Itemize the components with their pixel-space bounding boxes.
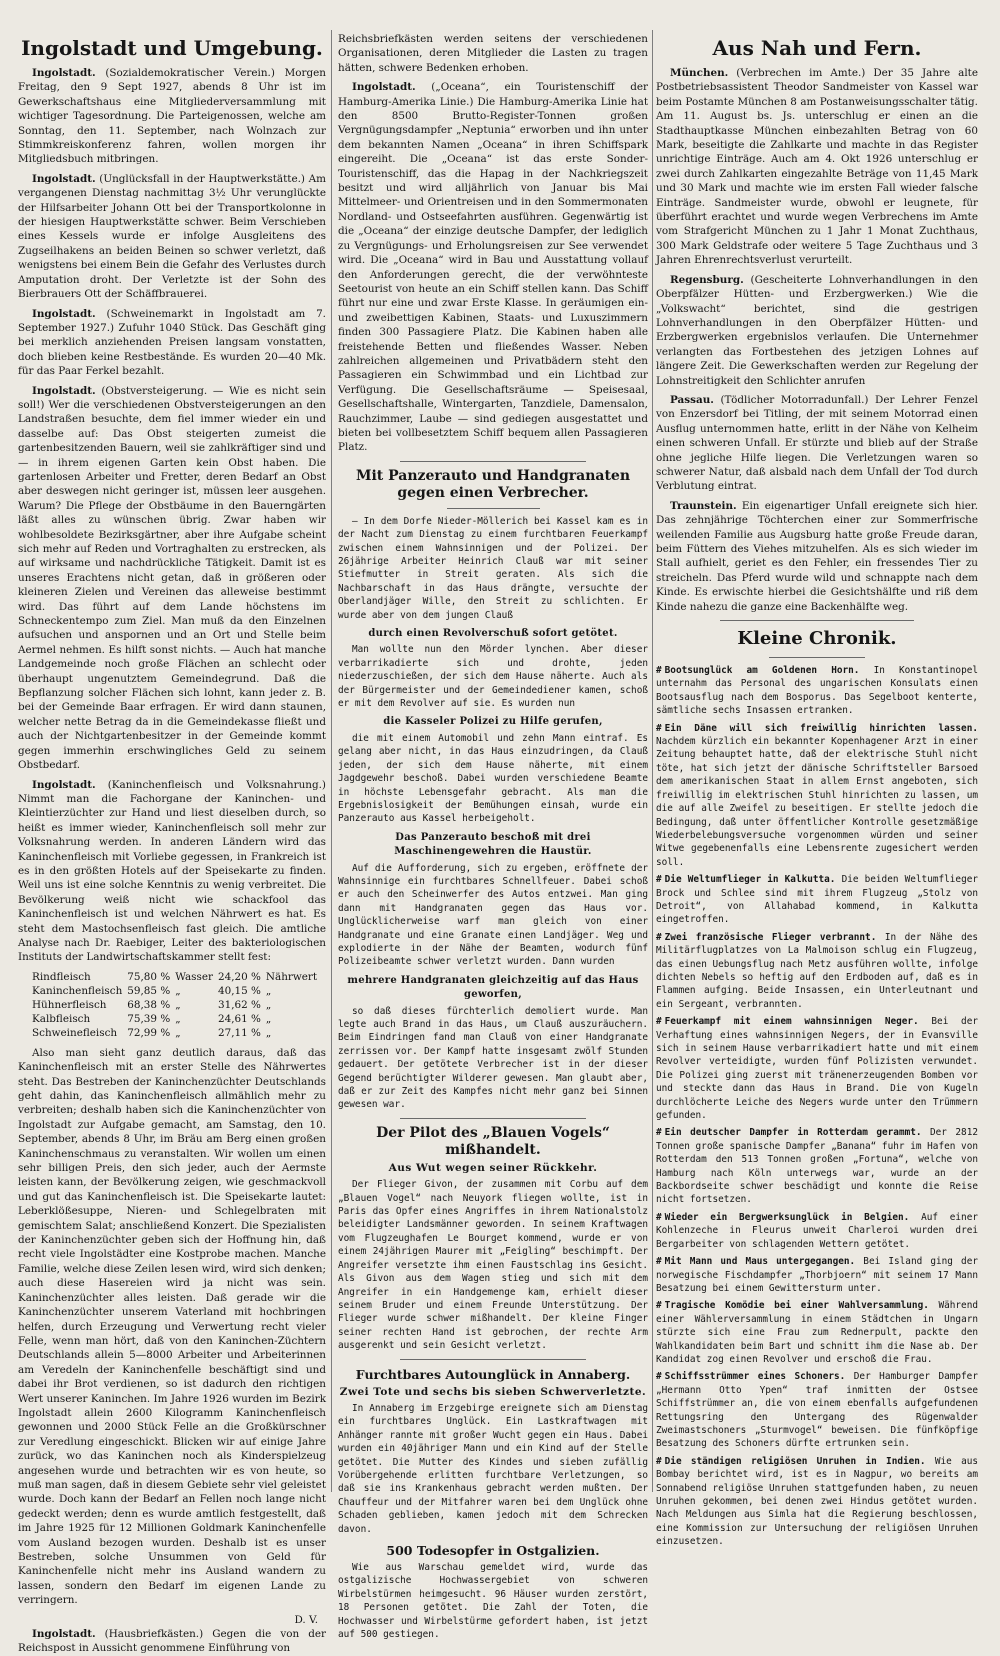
- table-row: [32, 998, 322, 1012]
- article-subheading: Das Panzerauto beschoß mit drei Maschinengewehren die Haustür.: [394, 831, 592, 858]
- hash-mark-icon: #: [656, 722, 662, 734]
- hash-mark-icon: #: [656, 1016, 662, 1028]
- table-row: [32, 1026, 322, 1040]
- chronik-title: Tragische Komödie bei einer Wahlversammlung.: [664, 1300, 929, 1312]
- article-paragraph: so daß dieses fürchterlich demoliert wurde. Man legte auch Brand in das Haus, um Clauß auszuräuchern. Beim Eindringen fand man Clauß von einer Handgranate zerrissen vor. Der Kampf hatte insgesamt zwölf Stunden gedauert. Der getötete Verbrecher ist in der dieser Gegend berüchtigter Wilderer gewesen. Man glaubt aber, daß er zur Zeit des Kampfes nicht mehr ganz bei Sinnen gewesen war.: [338, 1005, 648, 1111]
- table-cell: 24,61 %: [217, 1012, 261, 1025]
- article-paragraph: Wie aus Warschau gemeldet wird, wurde das ostgalizische Hochwassergebiet von schweren Wirbelstürmen heimgesucht. 96 Häuser wurden zerstört, 18 Personen getötet. Die Zahl der Toten, die Hochwasser und Wirbelstürme gefordert haben, ist jetzt auf 500 gestiegen.: [338, 1562, 648, 1641]
- article-headline: Der Pilot des „Blauen Vogels“ mißhandelt.: [376, 1124, 610, 1158]
- hash-mark-icon: #: [656, 1256, 662, 1268]
- article-subheading: Zwei Tote und sechs bis sieben Schwerverletzte.: [339, 1385, 647, 1398]
- article-paragraph: Man wollte nun den Mörder lynchen. Aber dieser verbarrikadierte sich und drohte, jeden niederzuschießen, der sich dem Hause näherte. Auch als der Bürgermeister und der Gemeindediener kamen, schoß er mit dem Revolver auf sie. Es wurden nun: [338, 644, 648, 710]
- chronik-item: [656, 1299, 978, 1366]
- table-row: [32, 984, 322, 998]
- chronik-item: [656, 873, 978, 927]
- table-cell: „: [265, 998, 272, 1011]
- chronik-text: Nachdem kürzlich ein bekannter Kopenhagener Arzt in einer Zeitung behauptet hatte, daß der elektrische Stuhl nicht töte, hat sich jetzt der dänische Schriftsteller Barsoed dem amerikanischen Staat in allem Ernst angeboten, sich freiwillig im elektrischen Stuhl hinrichten zu lassen, um die auf alle Zweifel zu beseitigen. Er stellte jedoch die Bedingung, daß unter öffentlicher Kontrolle gesetzmäßige Wiederbelebungsversuche vorgenommen würden und seiner Witwe gegebenenfalls eine Lebensrente zugesichert werden soll.: [656, 736, 978, 868]
- section-heading-chronik: Kleine Chronik.: [737, 628, 897, 650]
- article-paragraph: Ingolstadt. (Obstversteigerung. — Wie es nicht sein soll!) Wer die verschiedenen Obstversteigerungen an den Landstraßen besuchte, dem fiel immer wieder ein und dasselbe auf: Das Obst steigerten zumeist die gartenbesitzenden Bauern, weil sie zahlkräftiger sind und — in ihrem eigenen Garten kein Obst haben. Die gartenlosen Arbeiter und Fretter, deren Bedarf an Obst aber deswegen nicht geringer ist, müssen leer ausgehen. Warum? Die Pflege der Obstbäume in den Bauerngärten läßt alles zu wünschen übrig. Zwar haben wir wohlbesoldete Bezirksgärtner, aber ihre Aufgabe scheint sich mehr auf Reden und Vortraghalten zu erstrecken, als auf wirksame und nachdrückliche Tätigkeit. Damit ist es unseres Erachtens nicht getan, daß in größeren oder kleineren Zielen und Vereinen das alleweise bestimmt wird. Das führt auf dem Lande höchstens im Schneckentempo zum Ziel. Man muß da den Einzelnen aufsuchen und anspornen und an Ort und Stelle beim Aermel nehmen. Es hilft sonst nichts. — Auch hat manche Landgemeinde noch große Flächen an schlecht oder überhaupt ungenutztem Gemeindegrund. Daß die Bepflanzung solcher Flächen sich lohnt, kann jeder z. B. bei der Gemeinde Baar erfragen. Er wird dann staunen, welcher nette Betrag da in die Gemeindekasse fließt und auch der Nichtgartenbesitzer in der Gemeinde kommt gegen immerhin erschwingliches Geld zu seinem Obstbedarf.: [18, 384, 326, 772]
- chronik-title: Schiffsstrümmer eines Schoners.: [664, 1371, 846, 1383]
- chronik-text: Der 2812 Tonnen große spanische Dampfer „Banana“ fuhr im Hafen von Rotterdam den 513 Tonnen großen „Fortuna“, welche von Hamburg nach Köln unterwegs war, wurde an der Backbordseite schwer beschädigt und konnte die Reise nicht fortsetzen.: [656, 1127, 978, 1206]
- chronik-title: Die ständigen religiösen Unruhen in Indien.: [664, 1455, 926, 1467]
- article-paragraph: Auf die Aufforderung, sich zu ergeben, eröffnete der Wahnsinnige ein furchtbares Schnellfeuer. Dabei schoß er auch den Scheinwerfer des Autos entzwei. Man ging dann mit Handgranaten gegen das Haus vor. Unglücklicherweise warf man gleich von einer Handgranate und eine Granate einen Landjäger. Weg und explodierte in der Nähe der Beamten, wodurch fünf Polizeibeamte schwer verletzt wurden. Dann wurden: [338, 862, 648, 968]
- chronik-item: [656, 1455, 978, 1549]
- article-headline: Mit Panzerauto und Handgranaten gegen einen Verbrecher.: [355, 467, 631, 501]
- divider: [769, 657, 866, 658]
- table-cell: 75,39 %: [127, 1012, 171, 1025]
- table-cell: 31,62 %: [217, 998, 261, 1011]
- table-cell: 75,80 %: [127, 970, 171, 983]
- hash-mark-icon: #: [656, 1371, 662, 1383]
- column-right: [656, 32, 978, 1548]
- chronik-text: Bei der Verhaftung eines wahnsinnigen Negers, der in Evansville sich in seinem Hause verbarrikadiert hatte und mit einem Revolver verteidigte, wurden fünf Polizisten verwundet. Die Polizei ging zuerst mit tränenerzeugenden Bomben vor und steckte dann das Haus in Brand. Die von Kugeln durchlöcherte Leiche des Negers wurde unter den Trümmern gefunden.: [656, 1016, 978, 1122]
- chronik-text: Wie aus Bombay berichtet wird, ist es in Nagpur, wo bereits am Sonnabend religiöse Unruhen stattgefunden haben, zu neuen Unruhen gekommen, bei denen zwei Hindus getötet wurden. Nach Meldungen aus Simla hat die Regierung beschlossen, eine Kommission zur Untersuchung der religiösen Unruhen einzusetzen.: [656, 1455, 978, 1548]
- article-paragraph: Ingolstadt. (Hausbriefkästen.) Gegen die von der Reichspost in Aussicht genommene Einführung von: [18, 1628, 326, 1655]
- table-cell: 24,20 %: [217, 970, 261, 983]
- table-cell: Schweinefleisch: [32, 1026, 118, 1039]
- article-paragraph: Der Flieger Givon, der zusammen mit Corbu auf dem „Blauen Vogel“ nach Neuyork fliegen wollte, ist in Paris das Opfer eines Angriffes in ihrem Nationalstolz beleidigter Landsmänner geworden. In seinem Kraftwagen vom Flugzeughafen Le Bourget kommend, wurde er von einem 24jährigen Maurer mit „Feigling“ beschimpft. Der Angreifer versetzte ihm einen Faustschlag ins Gesicht. Als Givon aus dem Wagen stieg und sich mit dem Angreifer in ein Handgemenge kam, erhielt dieser seinem Bruder und einem Freunde Unterstützung. Der Flieger wurde schwer mißhandelt. Der kleine Finger seiner rechten Hand ist gebrochen, der rechte Arm ausgerenkt und sein Gesicht verletzt.: [338, 1179, 648, 1352]
- article-headline: 500 Todesopfer in Ostgalizien.: [386, 1543, 600, 1558]
- chronik-item: [656, 1015, 978, 1122]
- chronik-text: Während einer Wählerversammlung in einem Städtchen in Ungarn stürzte sich eine Frau zum Rednerpult, packte den Wahlkandidaten beim Bart und schnitt ihm die Nase ab. Der Kandidat zog einen Revolver und erschoß die Frau.: [656, 1300, 978, 1365]
- table-cell: „: [175, 1012, 181, 1025]
- section-heading-ingolstadt: Ingolstadt und Umgebung.: [21, 36, 323, 60]
- article-subheading: durch einen Revolverschuß sofort getötet.: [368, 628, 618, 640]
- hash-mark-icon: #: [656, 874, 662, 886]
- column-middle: [338, 32, 648, 1641]
- nutrition-table: [32, 970, 322, 1040]
- table-row: [32, 970, 322, 984]
- hash-mark-icon: #: [656, 1455, 662, 1467]
- hash-mark-icon: #: [656, 1211, 662, 1223]
- table-cell: 27,11 %: [217, 1026, 261, 1039]
- chronik-title: Bootsunglück am Goldenen Horn.: [664, 665, 860, 677]
- article-paragraph: Ingolstadt. (Kaninchenfleisch und Volksnahrung.) Nimmt man die Fachorgane der Kaninchen- und Kleintierzüchter zur Hand und liest dieselben durch, so heißt es immer wieder, Kaninchenfleisch soll mehr zur Volksnahrung werden. In anderen Ländern wird das Kaninchenfleisch mit Vorliebe gegessen, in Frankreich ist es in den größten Hotels auf der Speisekarte zu finden. Weil uns ist eine solche Kenntnis zu wenig verbreitet. Die Bevölkerung weiß nicht wie schackfool das Kaninchenfleisch ist und welchen Nährwert es hat. Es steht dem Mastochsenfleisch fast gleich. Die amtliche Analyse nach Dr. Raebiger, Leiter des bakteriologischen Instituts der Landwirtschaftskammer stellt fest:: [18, 778, 326, 964]
- table-cell: Kalbfleisch: [32, 1012, 91, 1025]
- chronik-title: Feuerkampf mit einem wahnsinnigen Neger.: [664, 1016, 919, 1028]
- column-left: [18, 32, 326, 1655]
- chronik-item: [656, 931, 978, 1011]
- article-headline: Furchtbares Autounglück in Annaberg.: [355, 1366, 631, 1382]
- chronik-text: In der Nähe des Militärflugplatzes von La Malmoison schlug ein Flugzeug, das einen Uebungsflug nach Metz ausführen wollte, infolge dichten Nebels so heftig auf den Erdboden auf, daß es in Flammen aufging. Beide Insassen, ein Unterleutnant und ein Sergeant, verbrannten.: [656, 931, 978, 1010]
- article-paragraph: Ingolstadt. (Sozialdemokratischer Verein.) Morgen Freitag, den 9 Sept 1927, abends 8 Uhr ist im Gewerkschaftshaus eine Mitgliederversammlung mit wichtiger Tagesordnung. Die Parteigenossen, welche am Sonntag, den 11. September, nach Wolnzach zur Stimmkreiskonferenz fahren, wollen morgen ihr Mitgliedsbuch mitbringen.: [18, 67, 326, 166]
- table-cell: 68,38 %: [127, 998, 171, 1011]
- chronik-title: Ein deutscher Dampfer in Rotterdam gerammt.: [664, 1127, 922, 1139]
- section-heading-nah-fern: Aus Nah und Fern.: [712, 36, 922, 60]
- article-paragraph: Ingolstadt. („Oceana“, ein Touristenschiff der Hamburg-Amerika Linie.) Die Hamburg-Amerika Linie hat den 8500 Brutto-Register-Tonnen großen Vergnügungsdampfer „Neptunia“ erworben und ihn unter dem bekannten Namen „Oceana“ in ihren Schiffspark eingereiht. Die „Oceana“ ist das erste Sonder-Touristenschiff, das die Hapag in der Nachkriegszeit besitzt und wird alljährlich von Januar bis Mai Mittelmeer- und Orientreisen und in den Sommermonaten Nordland- und Ostseefahrten ausführen. Gegenwärtig ist die „Oceana“ der einzige deutsche Dampfer, der lediglich zu Vergnügungs- und Erholungsreisen zur See verwendet wird. Die „Oceana“ wird in Bau und Ausstattung vollauf den Anforderungen gerecht, die der verwöhnteste Seetourist von heute an ein Schiff stellen kann. Das Schiff führt nur eine und zwar Erste Klasse. In geräumigen ein- und zweibettigen Kabinen, Staats- und Luxuszimmern finden 300 Passagiere Platz. Die Kabinen haben alle freistehende Betten und fließendes Wasser. Neben zahlreichen allgemeinen und Privatbädern steht den Passagieren ein Schwimmbad und ein Lichtbad zur Verfügung. Die Gesellschaftsräume — Speisesaal, Gesellschaftshalle, Wintergarten, Tanzdiele, Damensalon, Rauchzimmer, Laube — sind gediegen ausgestattet und bieten bei vollbesetztem Schiff bequem allen Passagieren Platz.: [338, 81, 648, 454]
- article-paragraph: Ingolstadt. (Unglücksfall in der Hauptwerkstätte.) Am vergangenen Dienstag nachmittag 3½ Uhr verunglückte der Hilfsarbeiter Johann Ott bei der Transportkolonne in der hiesigen Hauptwerkstätte schwer. Beim Verschieben eines Kessels wurde er infolge Ausgleitens des Zugseilhakens an beiden Beinen so schwer verletzt, daß wenigstens bei einem Bein die Gefahr des Verlustes durch Amputation droht. Der Verletzte ist der Sohn des Bierbrauers Ott der Schäffbrauerei.: [18, 172, 326, 301]
- chronik-title: Ein Däne will sich freiwillig hinrichten lassen.: [664, 722, 978, 734]
- table-cell: 72,99 %: [127, 1026, 171, 1039]
- chronik-title: Mit Mann und Maus untergegangen.: [664, 1256, 856, 1268]
- article-paragraph: — In dem Dorfe Nieder-Möllerich bei Kassel kam es in der Nacht zum Dienstag zu einem furchtbaren Feuerkampf zwischen einem Wahnsinnigen und der Polizei. Der 26jährige Arbeiter Heinrich Clauß war mit seiner Stiefmutter in Streit geraten. Als sich die Nachbarschaft in das Haus drängte, versuchte der Oberlandjäger Wille, den Streit zu schlichten. Er wurde aber von dem jungen Clauß: [338, 515, 648, 621]
- table-cell: Nährwert: [265, 970, 318, 983]
- article-paragraph: In Annaberg im Erzgebirge ereignete sich am Dienstag ein furchtbares Unglück. Ein Lastkraftwagen mit Anhänger rannte mit großer Wucht gegen ein Haus. Dabei wurden ein 40jähriger Mann und ein Kind auf der Stelle getötet. Die Mutter des Kindes und sieben zufällig Vorübergehende erlitten furchtbare Verletzungen, so daß sie ins Krankenhaus gebracht werden mußten. Der Chauffeur und der Mitfahrer waren bei dem Unglück ohne Schaden geblieben, kamen jedoch mit dem Schrecken davon.: [338, 1402, 648, 1535]
- chronik-title: Zwei französische Flieger verbrannt.: [664, 931, 877, 943]
- table-cell: „: [265, 1026, 272, 1039]
- article-continuation: Reichsbriefkästen werden seitens der verschiedenen Organisationen, deren Mitglieder die Lasten zu tragen hätten, schwere Bedenken erhoben.: [338, 33, 648, 74]
- article-subheading: die Kasseler Polizei zu Hilfe gerufen,: [383, 716, 603, 728]
- chronik-text: In Konstantinopel unternahm das Personal des ungarischen Konsulats einen Bootsausflug nach dem Bosporus. Das Segelboot kenterte, sämtliche sechs Insassen ertranken.: [656, 665, 978, 717]
- table-cell: „: [265, 1012, 272, 1025]
- table-cell: „: [175, 984, 181, 997]
- table-cell: „: [175, 998, 181, 1011]
- chronik-title: Wieder ein Bergwerksunglück in Belgien.: [664, 1211, 910, 1223]
- table-cell: „: [265, 984, 272, 997]
- chronik-item: [656, 1370, 978, 1450]
- chronik-text: Der Hamburger Dampfer „Hermann Otto Ypen“ traf inmitten der Ostsee Schiffstrümmer an, die von einem ebenfalls aufgefundenen Rettungsring den Untergang des Rügenwalder Zweimastschoners „Sturmvogel“ beweisen. Die fünfköpfige Besatzung des Schoners dürfte ertrunken sein.: [656, 1371, 978, 1450]
- chronik-item: [656, 722, 978, 869]
- divider: [400, 461, 586, 462]
- chronik-title: Die Weltumflieger in Kalkutta.: [664, 874, 836, 886]
- divider: [400, 1359, 586, 1360]
- column-rule-left: [331, 30, 332, 1492]
- hash-mark-icon: #: [656, 931, 662, 943]
- article-paragraph: Traunstein. Ein eigenartiger Unfall ereignete sich hier. Das zehnjährige Töchterchen einer zur Sommerfrische weilenden Familie aus Augsburg hatte große Freude daran, beim Füttern des Viehes mitzuhelfen. Als es sich wieder im Stall aufhielt, geriet es den Fehler, ein fressendes Tier zu streicheln. Das Pferd wurde wild und schnappte nach dem Kinde. Es erwischte hierbei die Gesichtshälfte und riß dem Kinde nahezu die ganze eine Backenhälfte weg.: [656, 499, 978, 613]
- hash-mark-icon: #: [656, 1300, 662, 1312]
- table-cell: „: [175, 1026, 181, 1039]
- article-paragraph: Ingolstadt. (Schweinemarkt in Ingolstadt am 7. September 1927.) Zufuhr 1040 Stück. Das Geschäft ging bei merklich anziehenden Preisen langsam vonstatten, doch blieben keine Restbestände. Es wurden 20—40 Mk. für das Paar Ferkel bezahlt.: [18, 307, 326, 378]
- article-paragraph: Regensburg. (Gescheiterte Lohnverhandlungen in den Oberpfälzer Hütten- und Erzbergwerken.) Wie die „Volkswacht“ berichtet, sind die gestrigen Lohnverhandlungen in den Oberpfälzer Hütten- und Erzbergwerken ergebnislos verlaufen. Die Unternehmer verlangten das Fortbestehen des jetzigen Lohnes auf längere Zeit. Die Gewerkschaften werden zur Regelung der Lohnstreitigkeit den Schlichter anrufen: [656, 273, 978, 387]
- divider: [400, 1118, 586, 1119]
- chronik-list: [656, 664, 978, 1549]
- table-cell: Hühnerfleisch: [32, 998, 107, 1011]
- table-cell: 40,15 %: [217, 984, 261, 997]
- author-signature: D. V.: [294, 1613, 318, 1626]
- article-subheading: mehrere Handgranaten gleichzeitig auf das Haus geworfen,: [347, 974, 639, 1001]
- chronik-text: Bei Island ging der norwegische Fischdampfer „Thorbjoern“ mit seinem 17 Mann Besatzung bei einem Gewittersturm unter.: [656, 1256, 978, 1294]
- column-rule-right: [652, 30, 653, 1492]
- hash-mark-icon: #: [656, 1127, 662, 1139]
- article-paragraph: Passau. (Tödlicher Motorradunfall.) Der Lehrer Fenzel von Enzersdorf bei Titling, der mit seinem Motorrad einen Ausflug unternommen hatte, erlitt in der Nähe von Kelheim einen schweren Unfall. Er stürzte und blieb auf der Straße ohne jegliche Hilfe liegen. Die Verletzungen waren so schwerer Natur, daß alsbald nach dem Unfall der Tod durch Verblutung eintrat.: [656, 393, 978, 493]
- article-paragraph: Also man sieht ganz deutlich daraus, daß das Kaninchenfleisch mit an erster Stelle des Nährwertes steht. Das Bestreben der Kaninchenzüchter Deutschlands geht dahin, das Kaninchenfleisch allmählich mehr zu verbreiten; deshalb haben sich die Kaninchenzüchter von Ingolstadt zur Aufgabe gemacht, am Samstag, den 10. September, abends 8 Uhr, im Bräu am Berg einen großen Kaninchenschmaus zu veranstalten. Wir wollen um einen sehr billigen Preis, den sich jeder, auch der Aermste leisten kann, der Bevölkerung zeigen, wie geschmackvoll und gut das Kaninchenfleisch ist. Die Speisekarte lautet: Leberklößesuppe, Nieren- und Schlegelbraten mit gemischtem Salat; anschließend Konzert. Die Spezialisten der Kaninchenzüchter geben sich der Hoffnung hin, daß recht viele Ingolstädter eine Kostprobe machen. Manche Familie, welche diese Zeilen lesen wird, wird sich denken; auch diese Hasereien wird ja nicht was sein. Kaninchenzüchter alles leisten. Daß gerade wir die Kaninchenzüchter unserem Vaterland mit hochbringen helfen, durch Erzeugung und Verwertung recht vieler Felle, wenn man hört, daß von den Kaninchen-Züchtern Deutschlands allein 5—8000 Arbeiter und Arbeiterinnen am Veredeln der Kaninchenfelle beschäftigt sind und dabei ihr Brot verdienen, so ist dadurch den richtigen Wert unserer Kaninchen. Im Jahre 1926 wurden im Bezirk Ingolstadt allein 2600 Kilogramm Kaninchenfleisch gewonnen und 2000 Stück Felle an die Großkürschner zur Veredlung eingeschickt. Blicken wir auf einige Jahre zurück, wo das Kaninchen noch als Kinderspielzeug angesehen wurde und betrachten wir es von heute, so muß man sagen, daß in diesem Gebiete sehr viel geleistet wurde. Doch kann der Bedarf an Fellen noch lange nicht gedeckt werden; denn es wurde amtlich festgestellt, daß im Jahre 1925 für 12 Millionen Goldmark Kaninchenfelle vom Ausland bezogen wurden. Deshalb ist es unser Bestreben, solche Unsummen von Geld für Kaninchenfelle nicht mehr ins Ausland wandern zu lassen, sondern den Bedarf im eigenen Lande zu verringern.: [18, 1046, 326, 1607]
- hash-mark-icon: #: [656, 665, 662, 677]
- article-paragraph: München. (Verbrechen im Amte.) Der 35 Jahre alte Postbetriebsassistent Theodor Sandmeister von Kassel war beim Postamte München 8 am Postanweisungsschalter tätig. Am 11. August bs. Js. unterschlug er einen an die Stadthauptkasse München einbezahlten Betrag von 60 Mark, beseitigte die Zahlkarte und machte in das Register unrichtige Einträge. Auch am 4. Okt 1926 unterschlug er zwei durch Zahlkarten eingezahlte Beträge von 11,45 Mark und 30 Mark und machte wie im ersten Fall wieder falsche Einträge. Sandmeister wurde, obwohl er leugnete, für überführt erachtet und wurde wegen Verbrechens im Amte vom Strafgericht München zu 1 Jahr 1 Monat Zuchthaus, 300 Mark Geldstrafe oder weitere 5 Tage Zuchthaus und 3 Jahren Ehrenrechtsverlust verurteilt.: [656, 67, 978, 267]
- divider: [720, 620, 913, 621]
- table-row: [32, 1012, 322, 1026]
- article-paragraph: die mit einem Automobil und zehn Mann eintraf. Es gelang aber nicht, in das Haus einzudringen, da Clauß jeden, der sich dem Hause näherte, mit einem Jagdgewehr beschoß. Dabei wurden verschiedene Beamte in höchste Lebensgefahr gebracht. Als man die Ergebnislosigkeit der Bemühungen einsah, wurde ein Panzerauto aus Kassel herbeigeholt.: [338, 732, 648, 825]
- chronik-item: [656, 1211, 978, 1251]
- chronik-item: [656, 664, 978, 718]
- chronik-text: Die beiden Weltumflieger Brock und Schlee sind mit ihrem Flugzeug „Stolz von Detroit“, von Allahabad kommend, in Kalkutta eingetroffen.: [656, 874, 978, 926]
- table-cell: Wasser: [175, 970, 213, 983]
- chronik-item: [656, 1255, 978, 1295]
- chronik-text: Auf einer Kohlenzeche in Fleurus unweit Charleroi wurden drei Bergarbeiter von schlagenden Wettern getötet.: [656, 1211, 978, 1250]
- table-cell: 59,85 %: [127, 984, 171, 997]
- table-cell: Kaninchenfleisch: [32, 984, 123, 997]
- article-subheading: Aus Wut wegen seiner Rückkehr.: [388, 1161, 598, 1174]
- table-cell: Rindfleisch: [32, 970, 91, 983]
- chronik-item: [656, 1126, 978, 1206]
- divider: [447, 508, 540, 509]
